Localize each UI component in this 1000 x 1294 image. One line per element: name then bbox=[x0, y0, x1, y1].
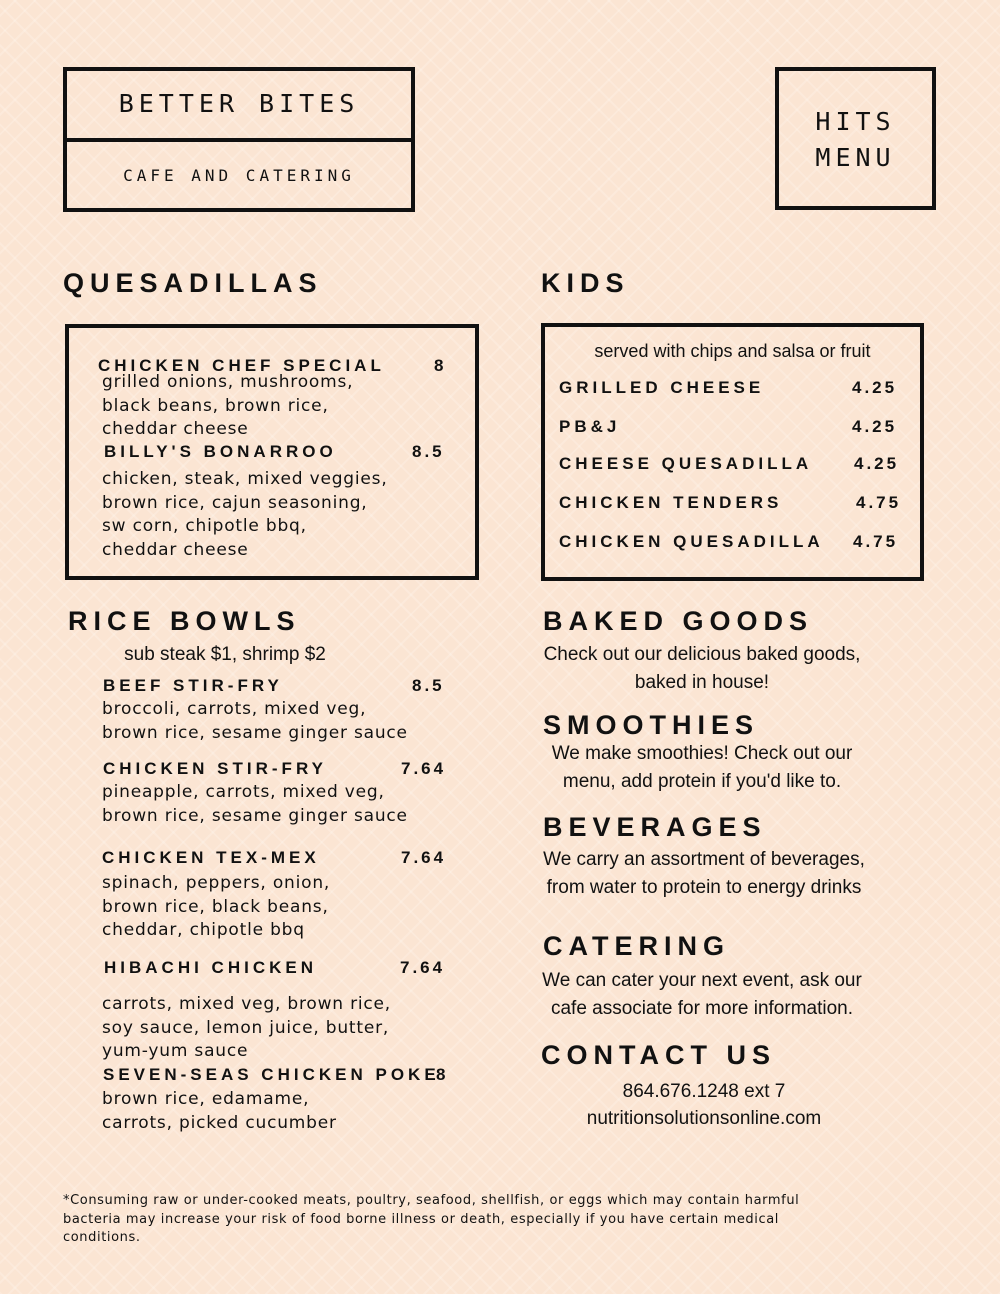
kids-item-name: CHICKEN QUESADILLA bbox=[559, 532, 824, 551]
contact-website[interactable]: nutritionsolutionsonline.com bbox=[586, 1108, 822, 1129]
smoothies-text: We make smoothies! Check out our menu, add protein if you'd like to. bbox=[551, 743, 853, 792]
rice-bowls-title: RICE BOWLS bbox=[68, 606, 301, 636]
rice-bowl-item-price: 7.64 bbox=[400, 958, 446, 977]
rice-bowl-item-name: HIBACHI CHICKEN bbox=[104, 958, 317, 977]
quesadilla-item-price: 8 bbox=[434, 356, 447, 375]
contact-phone: 864.676.1248 ext 7 bbox=[622, 1081, 786, 1102]
kids-item-price: 4.25 bbox=[854, 454, 900, 473]
brand-tagline: CAFE AND CATERING bbox=[123, 166, 355, 185]
health-disclaimer: *Consuming raw or under-cooked meats, poultry, seafood, shellfish, or eggs which may contain harmful bacteria may increase your risk of food borne illness or death, especially if you have certain medical conditions. bbox=[63, 1193, 800, 1245]
rice-bowl-item-price: 8 bbox=[436, 1065, 449, 1084]
menu-badge bbox=[775, 67, 936, 210]
kids-item-price: 4.75 bbox=[856, 493, 902, 512]
kids-title: KIDS bbox=[541, 268, 630, 298]
rice-bowl-item-name: SEVEN-SEAS CHICKEN POKE bbox=[103, 1065, 440, 1084]
kids-item-name: CHEESE QUESADILLA bbox=[559, 454, 813, 473]
smoothies-title: SMOOTHIES bbox=[543, 710, 760, 740]
catering-title: CATERING bbox=[543, 931, 730, 961]
brand-name: BETTER BITES bbox=[118, 89, 360, 118]
rice-bowl-item-desc: pineapple, carrots, mixed veg, brown rice, sesame ginger sauce bbox=[102, 782, 408, 826]
catering-text: We can cater your next event, ask our cafe associate for more information. bbox=[542, 970, 862, 1019]
quesadillas-title: QUESADILLAS bbox=[63, 268, 323, 298]
quesadilla-item-name: BILLY'S BONARROO bbox=[104, 442, 337, 461]
rice-bowl-item-desc: carrots, mixed veg, brown rice, soy sauce, lemon juice, butter, yum-yum sauce bbox=[102, 994, 392, 1061]
rice-bowl-item-name: CHICKEN STIR-FRY bbox=[103, 759, 327, 778]
brand-box bbox=[63, 67, 415, 212]
kids-item-price: 4.25 bbox=[852, 378, 898, 397]
quesadilla-item-price: 8.5 bbox=[412, 442, 445, 461]
menu-badge-line1: HITS bbox=[815, 107, 896, 136]
kids-item-name: CHICKEN TENDERS bbox=[559, 493, 783, 512]
quesadilla-item-desc: chicken, steak, mixed veggies, brown rice, cajun seasoning, sw corn, chipotle bbq, cheddar cheese bbox=[102, 469, 388, 560]
baked-goods-title: BAKED GOODS bbox=[543, 606, 814, 636]
rice-bowl-item-desc: spinach, peppers, onion, brown rice, black beans, cheddar, chipotle bbq bbox=[102, 873, 331, 940]
rice-bowl-item-desc: brown rice, edamame, carrots, picked cucumber bbox=[102, 1089, 337, 1133]
quesadilla-item-desc: grilled onions, mushrooms, black beans, brown rice, cheddar cheese bbox=[102, 372, 354, 439]
rice-bowl-item-price: 7.64 bbox=[401, 759, 447, 778]
rice-bowl-item-name: BEEF STIR-FRY bbox=[103, 676, 283, 695]
menu-badge-line2: MENU bbox=[815, 143, 896, 172]
rice-bowl-item-name: CHICKEN TEX-MEX bbox=[102, 848, 320, 867]
beverages-text: We carry an assortment of beverages, from water to protein to energy drinks bbox=[543, 849, 865, 898]
kids-item-name: GRILLED CHEESE bbox=[559, 378, 765, 397]
kids-note: served with chips and salsa or fruit bbox=[594, 341, 871, 361]
rice-bowl-item-price: 7.64 bbox=[401, 848, 447, 867]
brand-divider bbox=[67, 138, 411, 142]
quesadilla-item-name: CHICKEN CHEF SPECIAL bbox=[98, 356, 385, 375]
kids-item-price: 4.25 bbox=[852, 417, 898, 436]
kids-item-name: PB&J bbox=[559, 417, 621, 436]
rice-bowl-item-price: 8.5 bbox=[412, 676, 445, 695]
rice-bowl-item-desc: broccoli, carrots, mixed veg, brown rice, sesame ginger sauce bbox=[102, 699, 408, 743]
contact-title: CONTACT US bbox=[541, 1040, 776, 1070]
baked-goods-text: Check out our delicious baked goods, baked in house! bbox=[543, 644, 861, 693]
rice-bowls-note: sub steak $1, shrimp $2 bbox=[124, 644, 326, 665]
beverages-title: BEVERAGES bbox=[543, 812, 767, 842]
kids-item-price: 4.75 bbox=[853, 532, 899, 551]
